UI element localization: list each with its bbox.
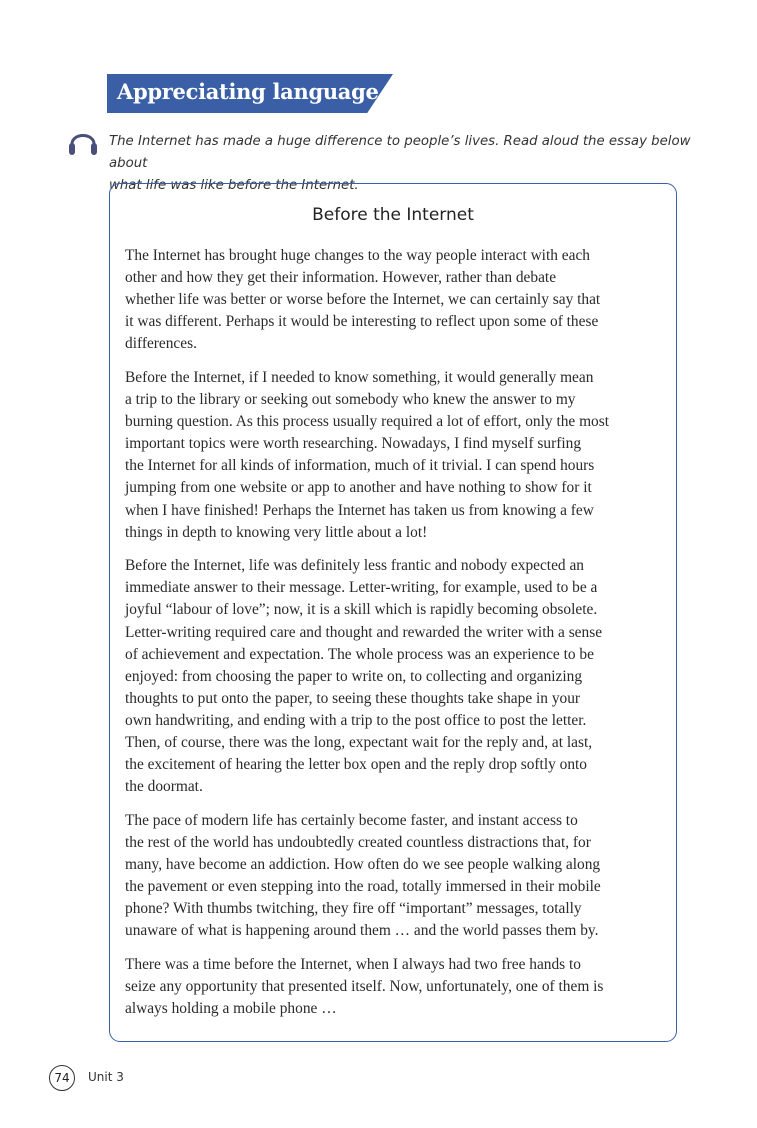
essay-paragraph	[125, 367, 670, 544]
essay-line: always holding a mobile phone …	[125, 1000, 337, 1017]
essay-paragraph	[125, 810, 670, 943]
essay-line: a trip to the library or seeking out somebody who knew the answer to my	[125, 391, 576, 409]
essay-line: own handwriting, and ending with a trip to the post office to post the letter.	[125, 711, 587, 729]
essay-line: the rest of the world has undoubtedly created countless distractions that, for	[125, 833, 591, 851]
essay-line: jumping from one website or app to another and have nothing to show for it	[125, 479, 592, 497]
essay-line: phone? With thumbs twitching, they fire off “important” messages, totally	[125, 900, 582, 918]
essay-line: the excitement of hearing the letter box open and the reply drop softly onto	[125, 756, 588, 774]
essay-line: joyful “labour of love”; now, it is a skill which is rapidly becoming obsolete.	[125, 601, 598, 619]
essay-line: when I have finished! Perhaps the Internet has taken us from knowing a few	[125, 501, 594, 519]
essay-line: Before the Internet, if I needed to know something, it would generally mean	[125, 368, 594, 386]
essay-line: The Internet has brought huge changes to the way people interact with each	[125, 247, 590, 264]
essay-line: The pace of modern life has certainly become faster, and instant access to	[125, 811, 578, 829]
essay-paragraph	[125, 954, 670, 1020]
essay-paragraph	[125, 555, 670, 798]
essay-line: many, have become an addiction. How often do we see people walking along	[125, 855, 601, 873]
essay-line: Before the Internet, life was definitely less frantic and nobody expected an	[125, 557, 584, 575]
essay-line: unaware of what is happening around them … and the world passes them by.	[125, 922, 599, 940]
essay-line: burning question. As this process usually required a lot of effort, only the most	[125, 413, 610, 431]
essay-line: the doormat.	[125, 778, 203, 796]
page-number: 74	[49, 1065, 75, 1091]
essay-title: Before the Internet	[312, 205, 474, 225]
essay-line: Letter-writing required care and thought and rewarded the writer with a sense	[125, 623, 603, 641]
essay-body	[125, 245, 670, 1032]
section-title: Appreciating language	[117, 79, 379, 104]
essay-line: immediate answer to their message. Letter-writing, for example, used to be a	[125, 579, 598, 597]
essay-line: other and how they get their information. However, rather than debate	[125, 269, 557, 287]
essay-line: things in depth to knowing very little about a lot!	[125, 523, 428, 541]
essay-line: it was different. Perhaps it would be interesting to reflect upon some of these	[125, 313, 599, 331]
essay-line: Then, of course, there was the long, expectant wait for the reply and, at last,	[125, 733, 593, 751]
essay-line: differences.	[125, 335, 197, 353]
essay-line: thoughts to put onto the paper, to seeing these thoughts take shape in your	[125, 689, 581, 707]
essay-line: of achievement and expectation. The whole process was an experience to be	[125, 645, 594, 663]
instruction-line: The Internet has made a huge difference to people’s lives. Read aloud the essay below about	[109, 134, 691, 171]
instruction-line: what life was like before the Internet.	[109, 178, 359, 193]
essay-line: the pavement or even stepping into the road, totally immersed in their mobile	[125, 878, 601, 896]
essay-paragraph	[125, 245, 670, 355]
essay-line: the Internet for all kinds of information, much of it trivial. I can spend hours	[125, 457, 595, 475]
unit-label: Unit 3	[88, 1070, 124, 1084]
essay-line: There was a time before the Internet, when I always had two free hands to	[125, 955, 581, 973]
headphones-icon	[67, 126, 99, 160]
essay-line: enjoyed: from choosing the paper to write on, to collecting and organizing	[125, 667, 583, 685]
essay-line: important topics were worth researching. Nowadays, I find myself surfing	[125, 435, 582, 453]
essay-line: whether life was better or worse before the Internet, we can certainly say that	[125, 291, 601, 309]
essay-line: seize any opportunity that presented itself. Now, unfortunately, one of them is	[125, 977, 604, 995]
